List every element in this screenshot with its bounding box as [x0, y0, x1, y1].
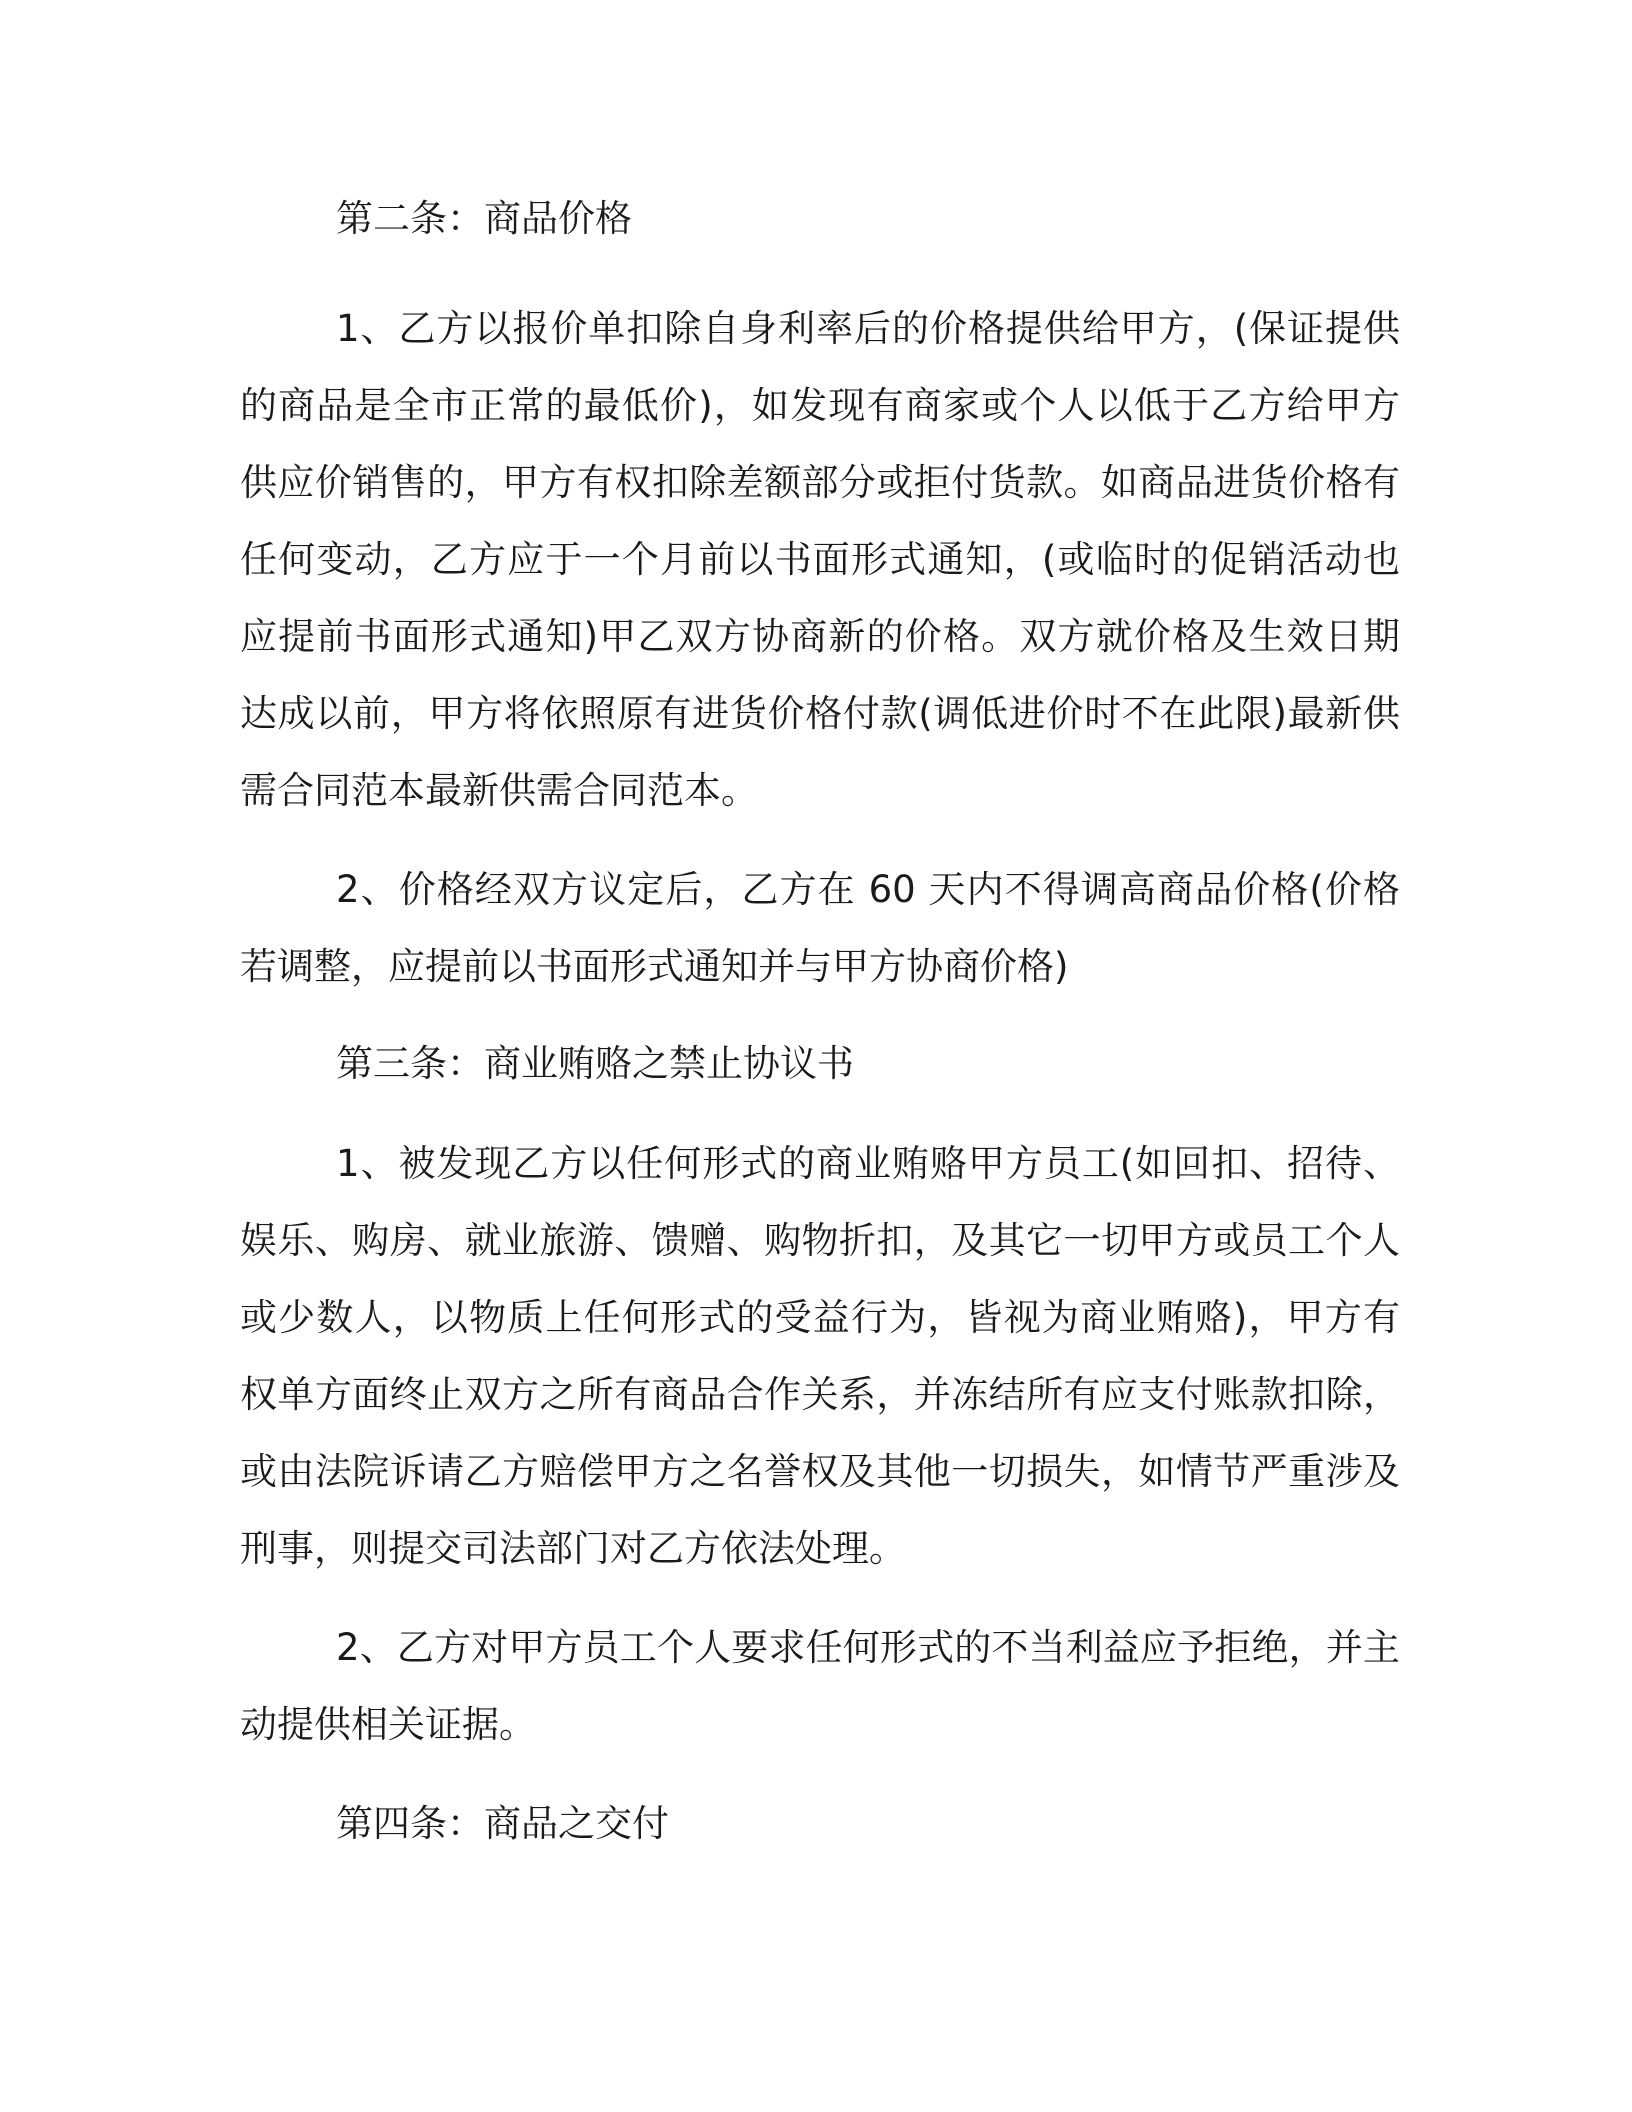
article-3-title: 第三条：商业贿赂之禁止协议书 — [336, 1042, 854, 1085]
article-2-title: 第二条：商品价格 — [336, 197, 632, 240]
article-2-clause-1: 1、乙方以报价单扣除自身利率后的价格提供给甲方，(保证提供的商品是全市正常的最低价)，如发现有商家或个人以低于乙方给甲方供应价销售的，甲方有权扣除差额部分或拒付货款。如商品进货价格有任何变动，乙方应于一个月前以书面形式通知，(或临时的促销活动也应提前书面形式通知)甲乙双方协商新的价格。双方就价格及生效日期达成以前，甲方将依照原有进货价格付款(调低进价时不在此限)最新供需合同范本最新供需合同范本。 — [240, 307, 1400, 812]
article-4-title: 第四条：商品之交付 — [336, 1802, 669, 1845]
article-3-clause-2: 2、乙方对甲方员工个人要求任何形式的不当利益应予拒绝，并主动提供相关证据。 — [240, 1626, 1400, 1746]
article-3-clause-1: 1、被发现乙方以任何形式的商业贿赂甲方员工(如回扣、招待、娱乐、购房、就业旅游、馈赠、购物折扣，及其它一切甲方或员工个人或少数人，以物质上任何形式的受益行为，皆视为商业贿赂)，甲方有权单方面终止双方之所有商品合作关系，并冻结所有应支付账款扣除，或由法院诉请乙方赔偿甲方之名誉权及其他一切损失，如情节严重涉及刑事，则提交司法部门对乙方依法处理。 — [240, 1142, 1400, 1570]
article-2-clause-2: 2、价格经双方议定后，乙方在 60 天内不得调高商品价格(价格若调整，应提前以书面形式通知并与甲方协商价格) — [240, 868, 1400, 988]
contract-page — [240, 180, 1400, 1863]
